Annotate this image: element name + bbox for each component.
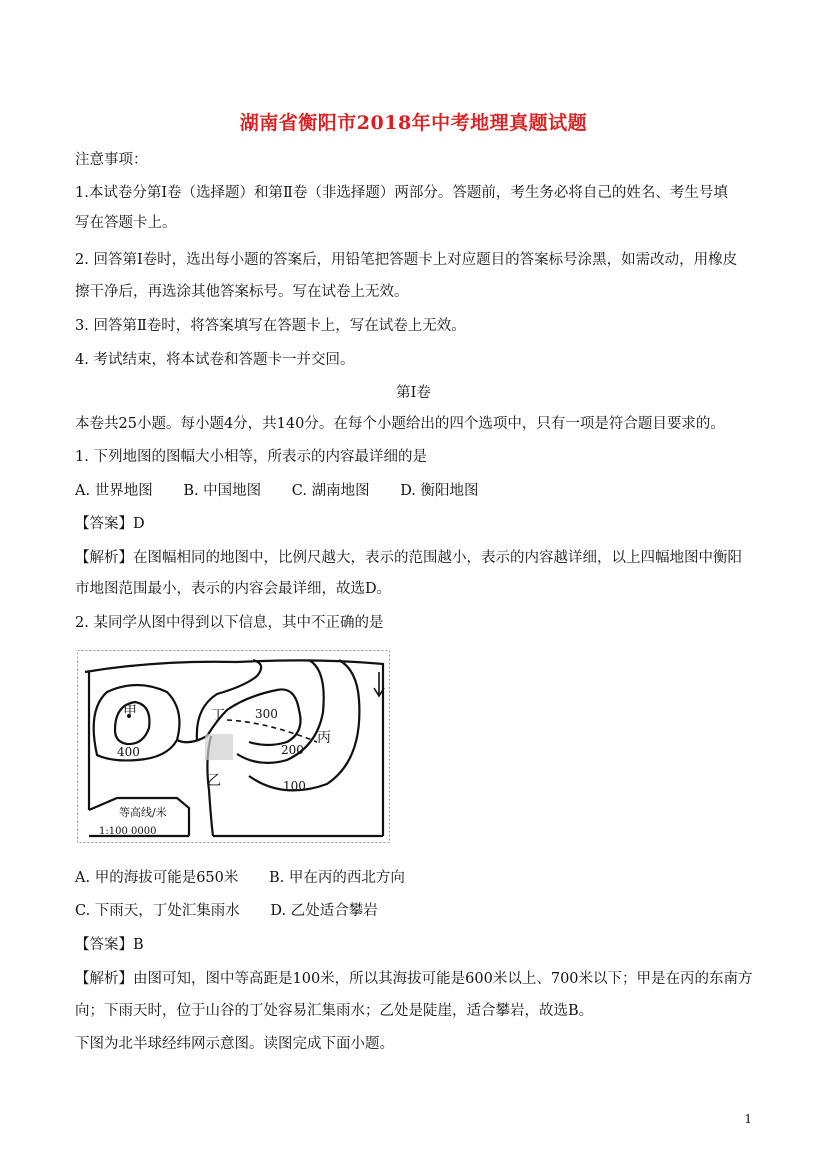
blurred-patch xyxy=(205,734,233,760)
question-1-analysis: 【解析】在图幅相同的地图中，比例尺越大，表示的范围越小，表示的内容越详细，以上四幅地图中衡阳 xyxy=(75,550,742,566)
option-b: B. 中国地图 xyxy=(183,483,262,499)
question-2-analysis: 向；下雨天时，位于山谷的丁处容易汇集雨水；乙处是陡崖，适合攀岩，故选B。 xyxy=(75,1003,594,1019)
section-title: 第Ⅰ卷 xyxy=(396,385,431,401)
question-1-analysis: 市地图范围最小，表示的内容会最详细，故选D。 xyxy=(75,581,392,597)
option-d: D. 衡阳地图 xyxy=(400,483,479,499)
notice-line: 1.本试卷分第Ⅰ卷（选择题）和第Ⅱ卷（非选择题）两部分。答题前，考生务必将自己的姓名、考生号填 xyxy=(75,185,728,201)
option-a: A. 世界地图 xyxy=(75,483,153,499)
question-2-stem: 2. 某同学从图中得到以下信息，其中不正确的是 xyxy=(75,615,384,631)
page-number: 1 xyxy=(744,1112,752,1126)
scale-label: 1:100 0000 xyxy=(99,826,157,837)
option-b: B. 甲在丙的西北方向 xyxy=(268,870,405,886)
question-2-options-row1 xyxy=(75,868,765,888)
question-1-answer: 【答案】D xyxy=(75,516,145,532)
option-a: A. 甲的海拔可能是650米 xyxy=(75,870,239,886)
label-jia: 甲 xyxy=(123,704,137,720)
label-yi: 乙 xyxy=(207,773,221,789)
notice-line: 3. 回答第Ⅱ卷时，将答案填写在答题卡上，写在试卷上无效。 xyxy=(75,318,466,334)
question-2-options-row2 xyxy=(75,901,765,921)
legend-label: 等高线/米 xyxy=(119,806,167,819)
question-1-options xyxy=(75,481,765,501)
question-2-answer: 【答案】B xyxy=(75,937,144,953)
notice-heading: 注意事项： xyxy=(75,152,148,168)
option-c: C. 湖南地图 xyxy=(291,483,370,499)
section-intro: 本卷共25小题。每小题4分，共140分。在每个小题给出的四个选项中，只有一项是符合题目要求的。 xyxy=(75,416,725,432)
notice-line: 4. 考试结束，将本试卷和答题卡一并交回。 xyxy=(75,352,355,368)
label-100: 100 xyxy=(283,779,306,793)
contour-map-figure xyxy=(77,650,390,843)
label-200: 200 xyxy=(281,743,304,757)
label-bing: 丙 xyxy=(317,730,331,746)
notice-line: 写在答题卡上。 xyxy=(75,215,177,231)
question-1-stem: 1. 下列地图的图幅大小相等，所表示的内容最详细的是 xyxy=(75,449,427,465)
notice-line: 2. 回答第Ⅰ卷时，选出每小题的答案后，用铅笔把答题卡上对应题目的答案标号涂黑，如需改动，用橡皮 xyxy=(75,252,738,268)
label-300: 300 xyxy=(255,707,278,721)
option-c: C. 下雨天，丁处汇集雨水 xyxy=(75,903,240,919)
page-title: 湖南省衡阳市2018年中考地理真题试题 xyxy=(239,112,588,134)
next-section-intro: 下图为北半球经纬网示意图。读图完成下面小题。 xyxy=(75,1036,394,1052)
label-ding: 丁 xyxy=(211,708,225,724)
label-400: 400 xyxy=(117,745,140,759)
notice-line: 擦干净后，再选涂其他答案标号。写在试卷上无效。 xyxy=(75,284,409,300)
question-2-analysis: 【解析】由图可知，图中等高距是100米，所以其海拔可能是600米以上、700米以下；甲是在丙的东南方 xyxy=(75,971,753,987)
option-d: D. 乙处适合攀岩 xyxy=(270,903,378,919)
